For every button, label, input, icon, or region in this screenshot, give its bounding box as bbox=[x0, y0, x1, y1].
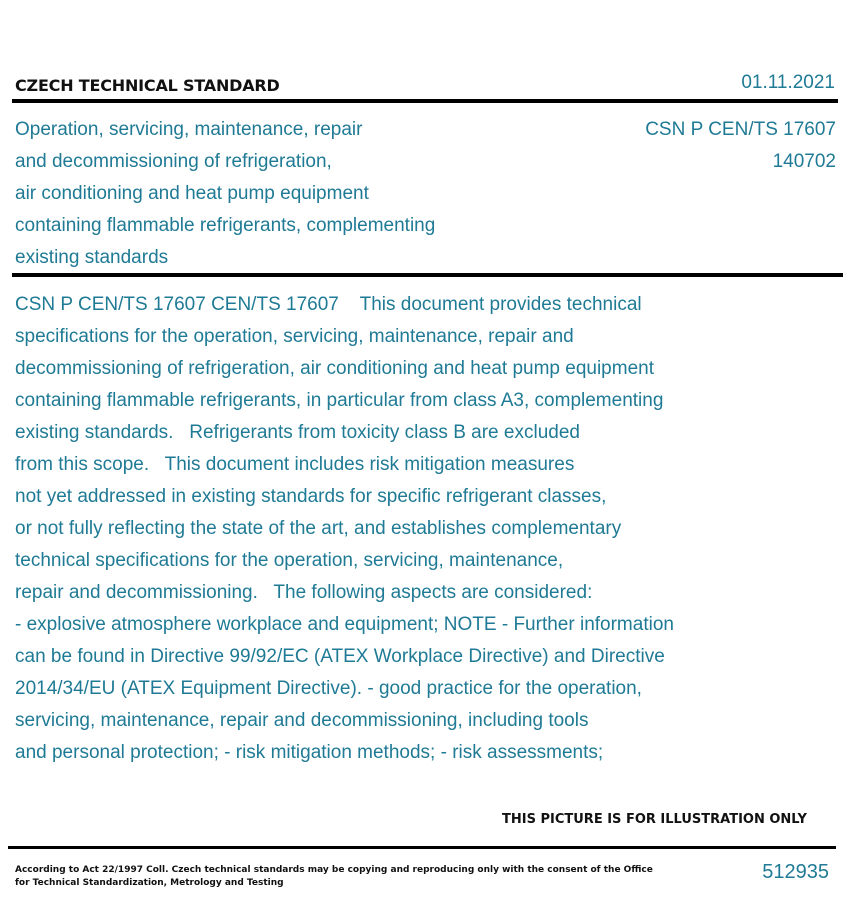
abstract-line: servicing, maintenance, repair and decommissioning, including tools bbox=[15, 710, 589, 731]
footer-divider bbox=[8, 846, 836, 849]
footer-number: 512935 bbox=[762, 861, 829, 883]
standard-title bbox=[15, 114, 435, 274]
abstract-line: can be found in Directive 99/92/EC (ATEX Workplace Directive) and Directive bbox=[15, 646, 665, 667]
title-line: air conditioning and heat pump equipment bbox=[15, 183, 369, 204]
standard-identifiers bbox=[645, 114, 836, 178]
title-line: containing flammable refrigerants, complementing bbox=[15, 215, 436, 236]
standard-code: CSN P CEN/TS 17607 bbox=[645, 119, 836, 140]
title-divider bbox=[12, 273, 843, 277]
abstract-line: existing standards. Refrigerants from toxicity class B are excluded bbox=[15, 422, 580, 443]
abstract-line: from this scope. This document includes risk mitigation measures bbox=[15, 454, 575, 475]
title-line: existing standards bbox=[15, 247, 169, 268]
legal-notice bbox=[15, 864, 653, 890]
abstract-line: 2014/34/EU (ATEX Equipment Directive). - good practice for the operation, bbox=[15, 678, 642, 699]
abstract-line: and personal protection; - risk mitigation methods; - risk assessments; bbox=[15, 742, 604, 763]
publication-date: 01.11.2021 bbox=[741, 72, 835, 93]
illustration-note: THIS PICTURE IS FOR ILLUSTRATION ONLY bbox=[502, 812, 807, 827]
abstract-line: CSN P CEN/TS 17607 CEN/TS 17607 This document provides technical bbox=[15, 294, 642, 315]
abstract-line: not yet addressed in existing standards for specific refrigerant classes, bbox=[15, 486, 607, 507]
standard-abstract bbox=[15, 289, 674, 769]
abstract-line: or not fully reflecting the state of the art, and establishes complementary bbox=[15, 518, 622, 539]
abstract-line: specifications for the operation, servicing, maintenance, repair and bbox=[15, 326, 574, 347]
abstract-line: containing flammable refrigerants, in particular from class A3, complementing bbox=[15, 390, 664, 411]
abstract-line: - explosive atmosphere workplace and equipment; NOTE - Further information bbox=[15, 614, 674, 635]
document-type-label: CZECH TECHNICAL STANDARD bbox=[15, 76, 280, 95]
abstract-line: decommissioning of refrigeration, air conditioning and heat pump equipment bbox=[15, 358, 654, 379]
title-line: and decommissioning of refrigeration, bbox=[15, 151, 332, 172]
abstract-line: repair and decommissioning. The following aspects are considered: bbox=[15, 582, 593, 603]
abstract-line: technical specifications for the operation, servicing, maintenance, bbox=[15, 550, 564, 571]
class-number: 140702 bbox=[772, 151, 836, 172]
header-divider bbox=[12, 99, 838, 103]
legal-line: for Technical Standardization, Metrology and Testing bbox=[15, 878, 284, 888]
title-line: Operation, servicing, maintenance, repair bbox=[15, 119, 363, 140]
legal-line: According to Act 22/1997 Coll. Czech technical standards may be copying and reproducing only with the consent of the Office bbox=[15, 865, 653, 875]
